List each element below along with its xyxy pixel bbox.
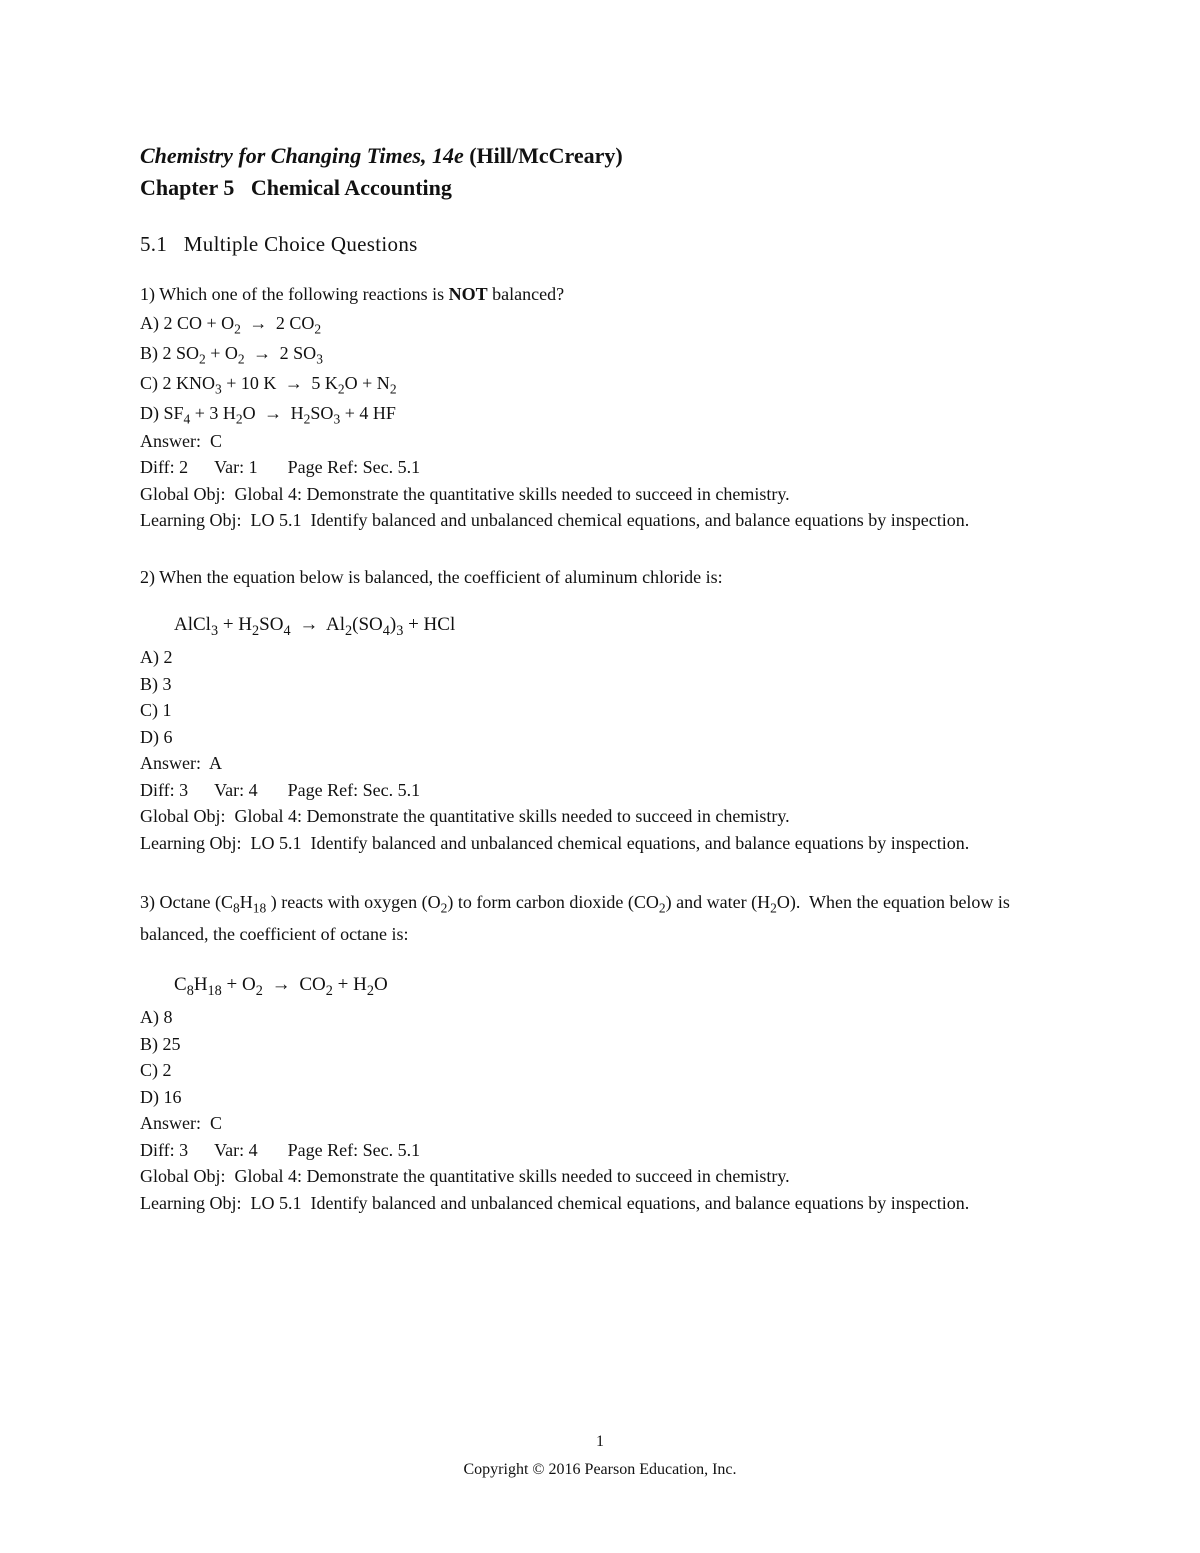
learning-objective: Learning Obj: LO 5.1 Identify balanced and unbalanced chemical equations, and balance equations by inspection. (140, 510, 970, 530)
question-3-prompt: 3) Octane ($C_8H_{18}$ ) reacts with oxygen $(O_2)$ to form carbon dioxide $(CO_2)$ and water $(H_2O)$. When the equation below is balanced, the coefficient of octane is: (140, 892, 1010, 944)
question-2-prompt: 2) When the equation below is balanced, the coefficient of aluminum chloride is: (140, 566, 723, 587)
option-c: C) 1 (140, 700, 172, 720)
page-ref: Page Ref: Sec. 5.1 (287, 1139, 421, 1160)
prompt-text: 1) Which one of the following reactions is (140, 284, 449, 304)
option-a: A) 2 (140, 647, 173, 667)
book-title-italic: Chemistry for Changing Times, 14e (140, 143, 464, 168)
option-b: B) 3 (140, 673, 172, 694)
chapter-title: Chapter 5 Chemical Accounting (140, 175, 452, 200)
equation: AlCl$_3$ + $H_2SO_4 \to Al_2(SO_4)_3$ + HCl (174, 614, 456, 639)
answer: Answer: C (140, 430, 222, 451)
option-d: D) 16 (140, 1086, 182, 1107)
global-objective: Global Obj: Global 4: Demonstrate the quantitative skills needed to succeed in chemistry. (140, 806, 790, 826)
option-a: A) 2 CO + $O_2 \to 2$ $CO_2$ (140, 312, 322, 337)
variant: Var: 4 (214, 779, 258, 800)
learning-objective: Learning Obj: LO 5.1 Identify balanced and unbalanced chemical equations, and balance equations by inspection. (140, 832, 970, 853)
page-ref: Page Ref: Sec. 5.1 (287, 457, 421, 477)
option-c: C) 2 $KNO_3 + 10$ K → 5 $K_2O + N_2$ (140, 372, 397, 397)
section-heading: 5.1 Multiple Choice Questions (140, 232, 418, 256)
question-3 (140, 886, 1060, 1216)
difficulty: Diff: 3 (140, 1139, 189, 1160)
document-page (140, 140, 1060, 1246)
page-number: 1 (596, 1433, 604, 1450)
page-ref: Page Ref: Sec. 5.1 (287, 779, 421, 800)
prompt-text: balanced? (487, 284, 565, 304)
option-d: D) 6 (140, 726, 173, 747)
variant: Var: 1 (214, 457, 258, 477)
option-c: C) 2 (140, 1060, 172, 1080)
global-objective: Global Obj: Global 4: Demonstrate the quantitative skills needed to succeed in chemistry. (140, 483, 790, 504)
answer: Answer: A (140, 753, 222, 773)
option-a: A) 8 (140, 1007, 173, 1027)
question-2 (140, 564, 1060, 857)
book-title (140, 140, 1060, 172)
metadata (140, 777, 1060, 804)
question-1 (140, 281, 1060, 534)
copyright: Copyright © 2016 Pearson Education, Inc. (463, 1461, 737, 1478)
prompt-emphasis: NOT (448, 284, 488, 304)
variant: Var: 4 (214, 1139, 258, 1160)
global-objective: Global Obj: Global 4: Demonstrate the quantitative skills needed to succeed in chemistry. (140, 1166, 790, 1186)
equation: $C_8H_{18} + O_2 \to CO_2 + H_2O$ (174, 974, 388, 999)
metadata (140, 454, 1060, 481)
difficulty: Diff: 3 (140, 779, 189, 800)
difficulty: Diff: 2 (140, 457, 189, 477)
option-b: B) 2 $SO_2 + O_2 \to 2$ $SO_3$ (140, 342, 323, 367)
option-d: D) $SF_4 + 3$ $H_2O \to H_2SO_3 + 4$ HF (140, 402, 396, 427)
learning-objective: Learning Obj: LO 5.1 Identify balanced and unbalanced chemical equations, and balance equations by inspection. (140, 1192, 970, 1213)
option-b: B) 25 (140, 1033, 181, 1054)
question-1-prompt (140, 281, 1060, 308)
answer: Answer: C (140, 1113, 222, 1133)
metadata (140, 1137, 1060, 1164)
book-authors: (Hill/McCreary) (463, 143, 623, 168)
